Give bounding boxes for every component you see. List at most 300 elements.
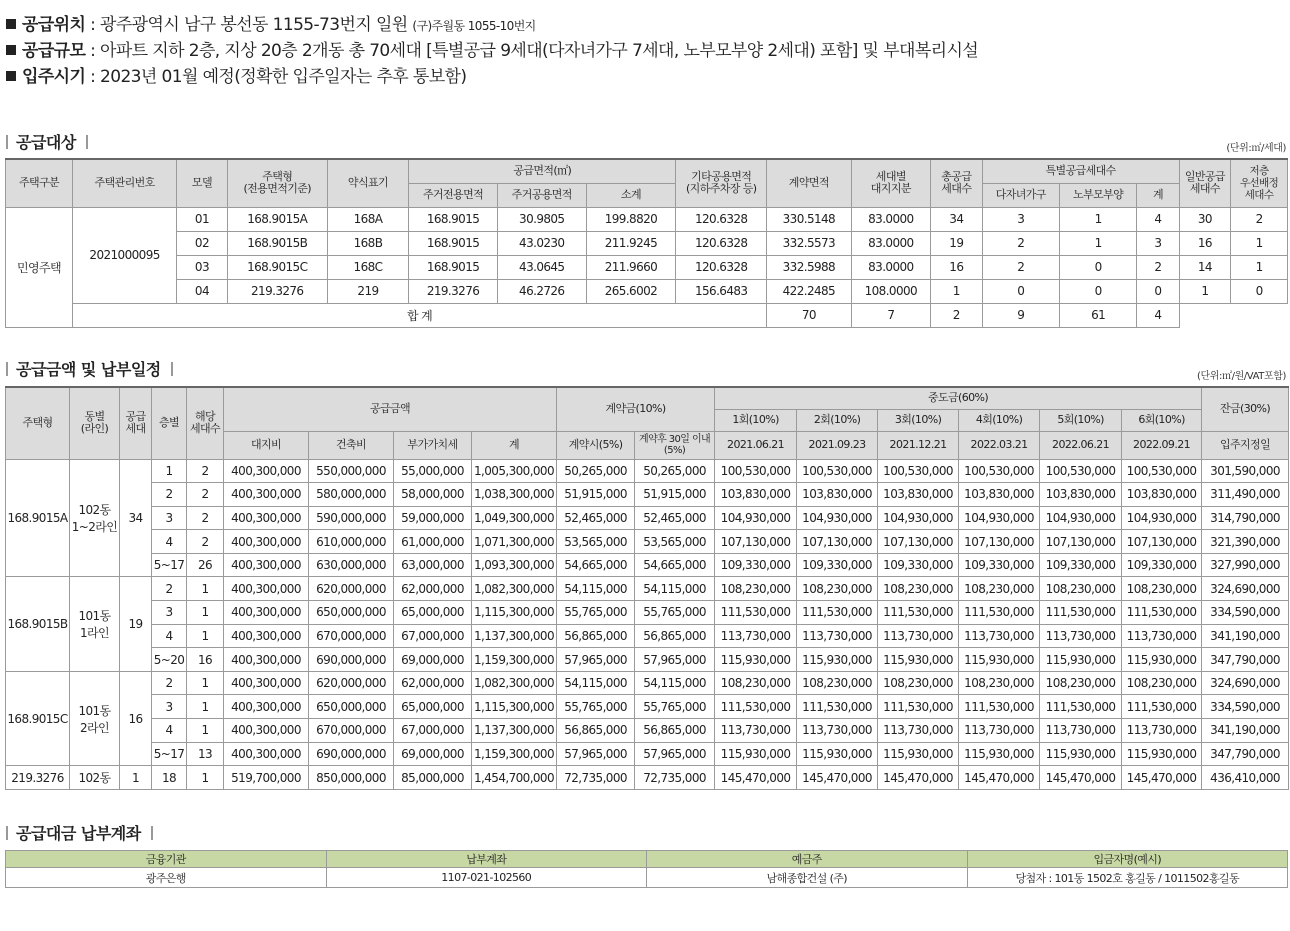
mgmt-no-cell: 2021000095 xyxy=(73,207,177,303)
section-title-text: 공급대상 xyxy=(16,133,76,152)
data-cell: 1 xyxy=(152,459,187,483)
header-cell: 잔금(30%) xyxy=(1202,387,1289,431)
header-cell: 입주지정일 xyxy=(1202,431,1289,459)
data-cell: 54,115,000 xyxy=(635,577,715,601)
data-cell: 330.5148 xyxy=(767,207,852,231)
data-cell: 168.9015A xyxy=(227,207,327,231)
middle-payment-cell: 108,230,000 xyxy=(959,671,1040,695)
data-cell: 58,000,000 xyxy=(394,483,472,507)
data-cell: 120.6328 xyxy=(676,231,767,255)
table-row xyxy=(6,719,1289,743)
middle-payment-cell: 103,830,000 xyxy=(715,483,797,507)
data-cell: 3 xyxy=(152,695,187,719)
header-cell: 2021.12.21 xyxy=(878,431,959,459)
data-cell: 0 xyxy=(1059,255,1136,279)
middle-payment-cell: 109,330,000 xyxy=(878,553,959,577)
table-row xyxy=(6,279,1288,303)
data-cell: 62,000,000 xyxy=(394,671,472,695)
header-cell: 총공급 세대수 xyxy=(931,159,983,207)
data-cell: 26 xyxy=(187,553,224,577)
section-title-text: 공급대금 납부계좌 xyxy=(16,824,141,843)
info-label: 공급규모 xyxy=(22,41,86,61)
supply-target-table xyxy=(5,158,1288,328)
data-cell: 1 xyxy=(1231,255,1288,279)
data-cell: 2 xyxy=(982,255,1059,279)
table-row xyxy=(6,255,1288,279)
data-cell: 1 xyxy=(187,766,224,790)
header-cell: 층별 xyxy=(152,387,187,459)
middle-payment-cell: 113,730,000 xyxy=(1122,719,1202,743)
data-cell: 54,665,000 xyxy=(557,553,635,577)
data-cell: 630,000,000 xyxy=(309,553,394,577)
middle-payment-cell: 107,130,000 xyxy=(959,530,1040,554)
info-text: : 광주광역시 남구 봉선동 1155-73번지 일원 xyxy=(85,15,408,35)
table-row xyxy=(6,695,1289,719)
header-cell: 계약면적 xyxy=(767,159,852,207)
data-cell: 580,000,000 xyxy=(309,483,394,507)
balance-cell: 324,690,000 xyxy=(1202,671,1289,695)
middle-payment-cell: 107,130,000 xyxy=(797,530,878,554)
data-cell: 30.9805 xyxy=(497,207,586,231)
bullet-square-icon xyxy=(6,45,16,55)
data-cell: 620,000,000 xyxy=(309,577,394,601)
divider xyxy=(6,826,8,840)
middle-payment-cell: 113,730,000 xyxy=(959,719,1040,743)
dong-text: 101동 xyxy=(78,703,111,718)
header-cell: 노부모부양 xyxy=(1059,183,1136,207)
table-row xyxy=(6,207,1288,231)
data-cell: 120.6328 xyxy=(676,207,767,231)
data-cell: 65,000,000 xyxy=(394,695,472,719)
data-cell: 4 xyxy=(152,624,187,648)
middle-payment-cell: 100,530,000 xyxy=(797,459,878,483)
data-cell: 16 xyxy=(187,648,224,672)
header-cell: 입금자명(예시) xyxy=(967,851,1288,868)
header-cell: 주거전용면적 xyxy=(409,183,498,207)
data-cell: 52,465,000 xyxy=(635,506,715,530)
table-row xyxy=(6,766,1289,790)
data-cell: 13 xyxy=(187,742,224,766)
data-cell: 1,082,300,000 xyxy=(472,671,557,695)
middle-payment-cell: 145,470,000 xyxy=(1040,766,1122,790)
data-cell: 400,300,000 xyxy=(224,483,309,507)
middle-payment-cell: 111,530,000 xyxy=(878,601,959,625)
data-cell: 85,000,000 xyxy=(394,766,472,790)
data-cell: 400,300,000 xyxy=(224,648,309,672)
data-cell: 1 xyxy=(187,577,224,601)
data-cell: 56,865,000 xyxy=(635,719,715,743)
data-cell: 400,300,000 xyxy=(224,506,309,530)
data-cell: 1 xyxy=(1179,279,1231,303)
middle-payment-cell: 103,830,000 xyxy=(1040,483,1122,507)
total-cell: 61 xyxy=(1059,303,1136,327)
data-cell: 690,000,000 xyxy=(309,742,394,766)
header-cell: 2021.09.23 xyxy=(797,431,878,459)
data-cell: 620,000,000 xyxy=(309,671,394,695)
middle-payment-cell: 103,830,000 xyxy=(959,483,1040,507)
middle-payment-cell: 115,930,000 xyxy=(1122,742,1202,766)
balance-cell: 324,690,000 xyxy=(1202,577,1289,601)
data-cell: 590,000,000 xyxy=(309,506,394,530)
data-cell: 1,137,300,000 xyxy=(472,624,557,648)
data-cell: 108.0000 xyxy=(851,279,930,303)
data-cell: 54,115,000 xyxy=(635,671,715,695)
data-cell: 1 xyxy=(187,695,224,719)
middle-payment-cell: 103,830,000 xyxy=(797,483,878,507)
header-cell: 1회(10%) xyxy=(715,409,797,431)
line-text: 1~2라인 xyxy=(71,519,118,534)
header-cell: 대지비 xyxy=(224,431,309,459)
data-cell: 51,915,000 xyxy=(557,483,635,507)
middle-payment-cell: 113,730,000 xyxy=(797,624,878,648)
middle-payment-cell: 100,530,000 xyxy=(959,459,1040,483)
data-cell: 265.6002 xyxy=(586,279,676,303)
data-cell: 55,765,000 xyxy=(557,695,635,719)
data-cell: 2 xyxy=(187,459,224,483)
data-cell: 690,000,000 xyxy=(309,648,394,672)
data-cell: 1,038,300,000 xyxy=(472,483,557,507)
middle-payment-cell: 108,230,000 xyxy=(1040,577,1122,601)
account-table xyxy=(5,850,1288,888)
data-cell: 0 xyxy=(982,279,1059,303)
section-title-account xyxy=(6,821,153,844)
balance-cell: 436,410,000 xyxy=(1202,766,1289,790)
balance-cell: 327,990,000 xyxy=(1202,553,1289,577)
middle-payment-cell: 111,530,000 xyxy=(715,695,797,719)
price-table xyxy=(5,386,1289,790)
data-cell: 54,115,000 xyxy=(557,577,635,601)
table-row xyxy=(6,553,1289,577)
units-cell: 34 xyxy=(120,459,152,577)
data-cell: 1,159,300,000 xyxy=(472,648,557,672)
data-cell: 400,300,000 xyxy=(224,553,309,577)
table-row xyxy=(6,231,1288,255)
data-cell: 03 xyxy=(177,255,228,279)
info-label: 입주시기 xyxy=(22,67,86,87)
data-cell: 400,300,000 xyxy=(224,671,309,695)
middle-payment-cell: 103,830,000 xyxy=(878,483,959,507)
middle-payment-cell: 109,330,000 xyxy=(797,553,878,577)
middle-payment-cell: 113,730,000 xyxy=(878,719,959,743)
divider xyxy=(6,362,8,376)
table-row xyxy=(6,601,1289,625)
data-cell: 400,300,000 xyxy=(224,624,309,648)
info-text: : 아파트 지하 2층, 지상 20층 2개동 총 70세대 [특별공급 9세대(다자녀가구 7세대, 노부모부양 2세대) 포함] 및 부대복리시설 xyxy=(85,41,979,61)
data-cell: 34 xyxy=(931,207,983,231)
header-cell: 주택관리번호 xyxy=(73,159,177,207)
header-cell: 해당 세대수 xyxy=(187,387,224,459)
line-text: 1라인 xyxy=(79,626,110,641)
data-cell: 83.0000 xyxy=(851,231,930,255)
data-cell: 2 xyxy=(152,671,187,695)
middle-payment-cell: 104,930,000 xyxy=(1122,506,1202,530)
data-cell: 55,765,000 xyxy=(635,695,715,719)
data-cell: 67,000,000 xyxy=(394,719,472,743)
data-cell: 57,965,000 xyxy=(635,648,715,672)
data-cell: 02 xyxy=(177,231,228,255)
table-row xyxy=(6,577,1289,601)
data-cell: 04 xyxy=(177,279,228,303)
middle-payment-cell: 115,930,000 xyxy=(797,742,878,766)
data-cell: 43.0645 xyxy=(497,255,586,279)
middle-payment-cell: 108,230,000 xyxy=(715,577,797,601)
data-cell: 69,000,000 xyxy=(394,742,472,766)
table-row xyxy=(6,459,1289,483)
data-cell: 168.9015C xyxy=(227,255,327,279)
divider xyxy=(86,135,88,149)
header-cell: 금융기관 xyxy=(6,851,327,868)
divider xyxy=(6,135,8,149)
data-cell: 57,965,000 xyxy=(557,742,635,766)
header-cell: 동별 (라인) xyxy=(70,387,120,459)
data-cell: 54,665,000 xyxy=(635,553,715,577)
total-cell: 70 xyxy=(767,303,852,327)
data-cell: 550,000,000 xyxy=(309,459,394,483)
divider xyxy=(151,826,153,840)
middle-payment-cell: 104,930,000 xyxy=(797,506,878,530)
data-cell: 01 xyxy=(177,207,228,231)
data-cell: 1,049,300,000 xyxy=(472,506,557,530)
data-cell: 57,965,000 xyxy=(635,742,715,766)
line-text: 2라인 xyxy=(79,720,110,735)
middle-payment-cell: 115,930,000 xyxy=(878,742,959,766)
header-cell: 계약시(5%) xyxy=(557,431,635,459)
divider xyxy=(171,362,173,376)
table-row xyxy=(6,483,1289,507)
bullet-square-icon xyxy=(6,19,16,29)
middle-payment-cell: 111,530,000 xyxy=(797,695,878,719)
header-cell: 2021.06.21 xyxy=(715,431,797,459)
middle-payment-cell: 115,930,000 xyxy=(959,648,1040,672)
balance-cell: 341,190,000 xyxy=(1202,719,1289,743)
data-cell: 1 xyxy=(931,279,983,303)
data-cell: 50,265,000 xyxy=(557,459,635,483)
data-cell: 2 xyxy=(152,577,187,601)
middle-payment-cell: 109,330,000 xyxy=(959,553,1040,577)
data-cell: 16 xyxy=(1179,231,1231,255)
house-type-cell: 민영주택 xyxy=(6,207,73,327)
data-cell: 69,000,000 xyxy=(394,648,472,672)
middle-payment-cell: 115,930,000 xyxy=(1040,742,1122,766)
data-cell: 400,300,000 xyxy=(224,459,309,483)
middle-payment-cell: 115,930,000 xyxy=(1122,648,1202,672)
data-cell: 59,000,000 xyxy=(394,506,472,530)
units-cell: 16 xyxy=(120,671,152,765)
middle-payment-cell: 145,470,000 xyxy=(1122,766,1202,790)
header-cell: 기타공용면적 (지하주차장 등) xyxy=(676,159,767,207)
middle-payment-cell: 113,730,000 xyxy=(1122,624,1202,648)
header-cell: 주거공용면적 xyxy=(497,183,586,207)
middle-payment-cell: 109,330,000 xyxy=(1122,553,1202,577)
middle-payment-cell: 100,530,000 xyxy=(878,459,959,483)
dong-line-cell xyxy=(70,459,120,577)
middle-payment-cell: 111,530,000 xyxy=(1040,695,1122,719)
total-cell: 4 xyxy=(1137,303,1179,327)
total-cell: 7 xyxy=(851,303,930,327)
data-cell: 52,465,000 xyxy=(557,506,635,530)
header-cell: 납부계좌 xyxy=(326,851,647,868)
data-cell: 168.9015B xyxy=(227,231,327,255)
dong-text: 102동 xyxy=(78,502,111,517)
dong-line-cell xyxy=(70,766,120,790)
middle-payment-cell: 108,230,000 xyxy=(797,671,878,695)
middle-payment-cell: 100,530,000 xyxy=(1122,459,1202,483)
data-cell: 62,000,000 xyxy=(394,577,472,601)
data-cell: 5~20 xyxy=(152,648,187,672)
data-cell: 850,000,000 xyxy=(309,766,394,790)
data-cell: 46.2726 xyxy=(497,279,586,303)
data-cell: 400,300,000 xyxy=(224,695,309,719)
info-line-scale xyxy=(6,40,978,62)
middle-payment-cell: 115,930,000 xyxy=(715,648,797,672)
header-cell: 계약후 30일 이내 (5%) xyxy=(635,431,715,459)
section-title-text: 공급금액 및 납부일정 xyxy=(16,360,161,379)
middle-payment-cell: 107,130,000 xyxy=(715,530,797,554)
middle-payment-cell: 111,530,000 xyxy=(959,601,1040,625)
data-cell: 2 xyxy=(187,483,224,507)
balance-cell: 347,790,000 xyxy=(1202,648,1289,672)
data-cell: 0 xyxy=(1231,279,1288,303)
middle-payment-cell: 111,530,000 xyxy=(878,695,959,719)
middle-payment-cell: 100,530,000 xyxy=(715,459,797,483)
data-cell: 332.5573 xyxy=(767,231,852,255)
data-cell: 168.9015 xyxy=(409,231,498,255)
middle-payment-cell: 104,930,000 xyxy=(715,506,797,530)
middle-payment-cell: 107,130,000 xyxy=(878,530,959,554)
data-cell: 211.9660 xyxy=(586,255,676,279)
middle-payment-cell: 113,730,000 xyxy=(715,719,797,743)
data-cell: 72,735,000 xyxy=(635,766,715,790)
middle-payment-cell: 111,530,000 xyxy=(1122,695,1202,719)
balance-cell: 311,490,000 xyxy=(1202,483,1289,507)
data-cell: 55,765,000 xyxy=(557,601,635,625)
data-cell: 670,000,000 xyxy=(309,719,394,743)
data-cell: 72,735,000 xyxy=(557,766,635,790)
data-cell: 1,115,300,000 xyxy=(472,601,557,625)
data-cell: 1,005,300,000 xyxy=(472,459,557,483)
section-title-supply-target xyxy=(6,130,88,153)
data-cell: 54,115,000 xyxy=(557,671,635,695)
data-cell: 120.6328 xyxy=(676,255,767,279)
middle-payment-cell: 100,530,000 xyxy=(1040,459,1122,483)
middle-payment-cell: 108,230,000 xyxy=(959,577,1040,601)
header-cell: 4회(10%) xyxy=(959,409,1040,431)
middle-payment-cell: 104,930,000 xyxy=(878,506,959,530)
data-cell: 168B xyxy=(327,231,408,255)
data-cell: 2 xyxy=(982,231,1059,255)
total-cell: 2 xyxy=(931,303,983,327)
data-cell: 2 xyxy=(1231,207,1288,231)
header-cell: 다자녀가구 xyxy=(982,183,1059,207)
middle-payment-cell: 115,930,000 xyxy=(1040,648,1122,672)
data-cell: 19 xyxy=(931,231,983,255)
header-cell: 특별공급세대수 xyxy=(982,159,1179,183)
header-cell: 건축비 xyxy=(309,431,394,459)
info-label: 공급위치 xyxy=(22,15,86,35)
middle-payment-cell: 113,730,000 xyxy=(797,719,878,743)
table-row xyxy=(6,506,1289,530)
balance-cell: 347,790,000 xyxy=(1202,742,1289,766)
header-cell: 2022.03.21 xyxy=(959,431,1040,459)
housing-type-cell: 168.9015A xyxy=(6,459,70,577)
total-cell: 9 xyxy=(982,303,1059,327)
total-label-cell: 합 계 xyxy=(73,303,767,327)
header-cell: 주택형 xyxy=(6,387,70,459)
section-title-price xyxy=(6,357,173,380)
data-cell: 4 xyxy=(152,530,187,554)
data-cell: 2 xyxy=(1137,255,1179,279)
data-cell: 1 xyxy=(187,719,224,743)
data-cell: 3 xyxy=(982,207,1059,231)
header-cell: 5회(10%) xyxy=(1040,409,1122,431)
header-cell: 저층 우선배정 세대수 xyxy=(1231,159,1288,207)
data-cell: 519,700,000 xyxy=(224,766,309,790)
data-cell: 332.5988 xyxy=(767,255,852,279)
data-cell: 55,000,000 xyxy=(394,459,472,483)
middle-payment-cell: 115,930,000 xyxy=(715,742,797,766)
header-cell: 2022.09.21 xyxy=(1122,431,1202,459)
data-cell: 422.2485 xyxy=(767,279,852,303)
bullet-square-icon xyxy=(6,71,16,81)
header-cell: 계약금(10%) xyxy=(557,387,715,431)
data-cell: 219.3276 xyxy=(227,279,327,303)
data-cell: 199.8820 xyxy=(586,207,676,231)
data-cell: 3 xyxy=(1137,231,1179,255)
balance-cell: 314,790,000 xyxy=(1202,506,1289,530)
data-cell: 53,565,000 xyxy=(635,530,715,554)
middle-payment-cell: 113,730,000 xyxy=(715,624,797,648)
data-cell: 3 xyxy=(152,601,187,625)
data-cell: 219 xyxy=(327,279,408,303)
table-row xyxy=(6,648,1289,672)
info-note: (구)주월동 1055-10번지 xyxy=(412,19,536,33)
middle-payment-cell: 108,230,000 xyxy=(878,671,959,695)
dong-text: 101동 xyxy=(78,609,111,624)
header-cell: 부가가치세 xyxy=(394,431,472,459)
data-cell: 650,000,000 xyxy=(309,601,394,625)
data-cell: 1 xyxy=(1059,231,1136,255)
units-cell: 19 xyxy=(120,577,152,671)
data-cell: 1 xyxy=(1231,231,1288,255)
header-cell: 소계 xyxy=(586,183,676,207)
data-cell: 4 xyxy=(1137,207,1179,231)
depositor-example-cell: 당첨자 : 101동 1502호 홍길동 / 1011502홍길동 xyxy=(967,868,1288,888)
middle-payment-cell: 108,230,000 xyxy=(797,577,878,601)
data-cell: 0 xyxy=(1137,279,1179,303)
middle-payment-cell: 107,130,000 xyxy=(1122,530,1202,554)
middle-payment-cell: 115,930,000 xyxy=(959,742,1040,766)
header-cell: 공급면적(㎡) xyxy=(409,159,676,183)
data-cell: 1,082,300,000 xyxy=(472,577,557,601)
middle-payment-cell: 111,530,000 xyxy=(715,601,797,625)
data-cell: 1 xyxy=(1059,207,1136,231)
middle-payment-cell: 145,470,000 xyxy=(715,766,797,790)
data-cell: 1,093,300,000 xyxy=(472,553,557,577)
data-cell: 400,300,000 xyxy=(224,719,309,743)
header-cell: 주택형 (전용면적기준) xyxy=(227,159,327,207)
data-cell: 56,865,000 xyxy=(635,624,715,648)
data-cell: 400,300,000 xyxy=(224,530,309,554)
middle-payment-cell: 115,930,000 xyxy=(878,648,959,672)
middle-payment-cell: 109,330,000 xyxy=(715,553,797,577)
info-line-location xyxy=(6,14,536,37)
unit-label: (단위:㎡/세대) xyxy=(1226,143,1286,154)
data-cell: 56,865,000 xyxy=(557,624,635,648)
data-cell: 168.9015 xyxy=(409,207,498,231)
housing-type-cell: 168.9015C xyxy=(6,671,70,765)
middle-payment-cell: 108,230,000 xyxy=(715,671,797,695)
header-cell: 2회(10%) xyxy=(797,409,878,431)
